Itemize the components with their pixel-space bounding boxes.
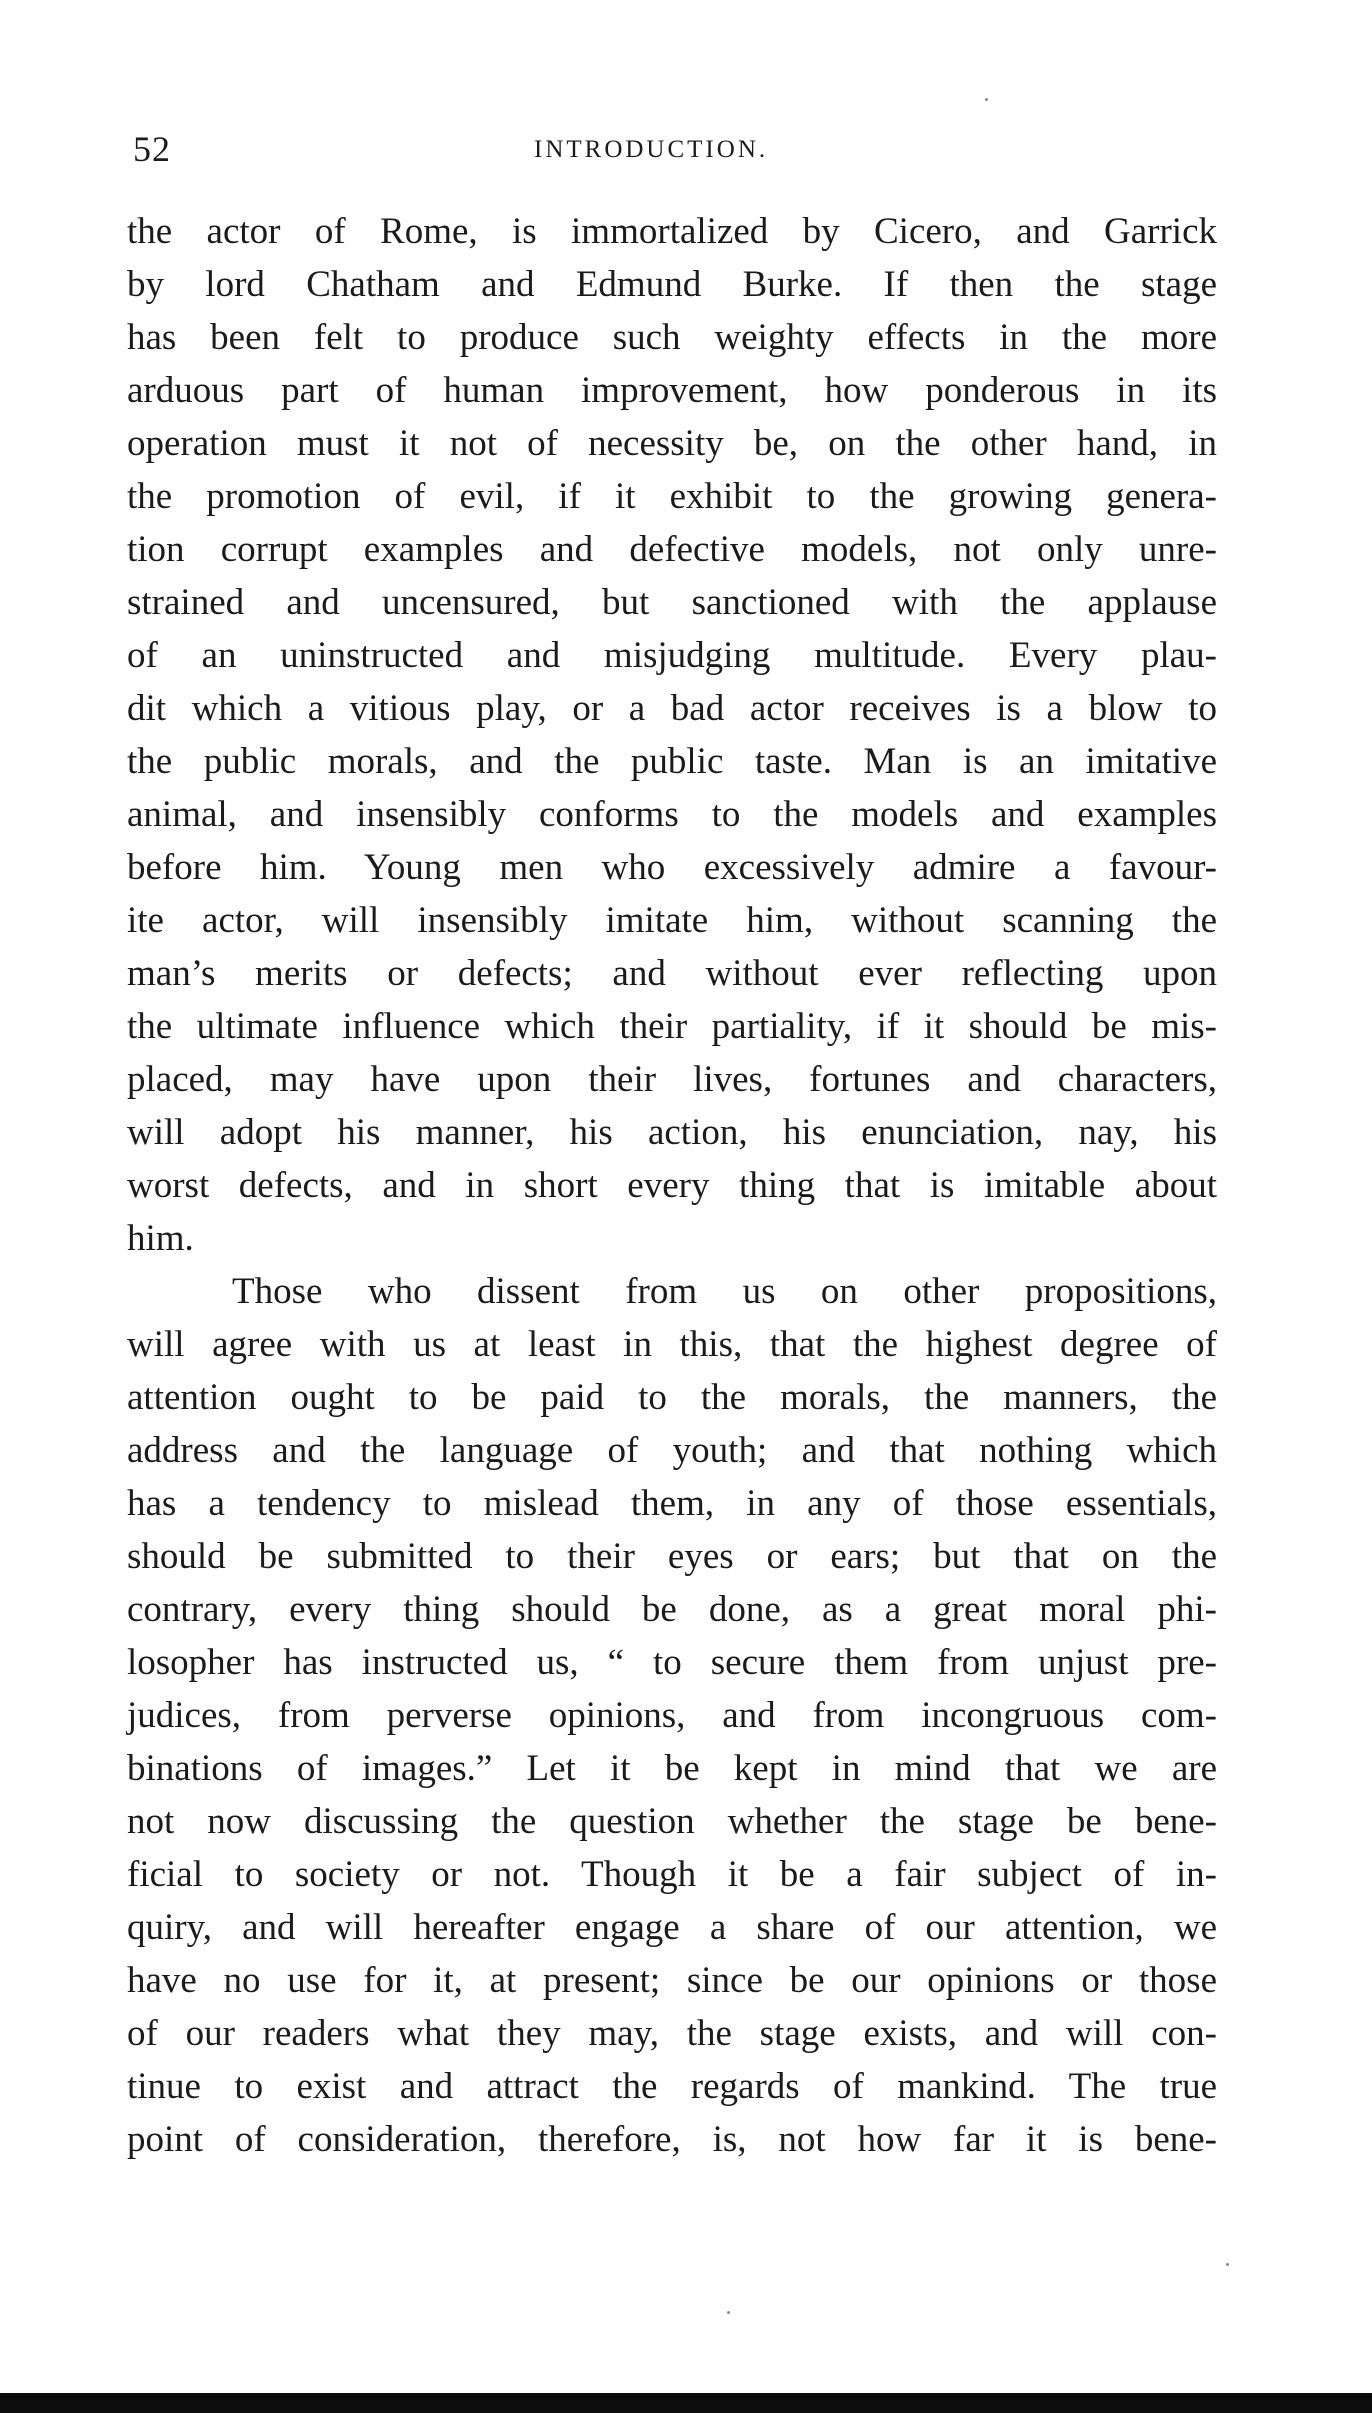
running-head: INTRODUCTION. [534,136,769,163]
paragraph-2 [127,1265,1217,2166]
text-line: before him. Young men who excessively admire a favour- [127,847,1217,888]
paper-speck [1226,2263,1229,2266]
text-line: strained and uncensured, but sanctioned with the applause [127,582,1217,623]
body-text [127,205,1217,2166]
page-number: 52 [133,129,171,169]
text-line: will agree with us at least in this, that the highest degree of [127,1324,1217,1365]
paragraph-1 [127,205,1217,1265]
text-line: arduous part of human improvement, how ponderous in its [127,370,1217,411]
text-line: tion corrupt examples and defective models, not only unre- [127,529,1217,570]
paper-speck [985,98,988,101]
text-line: should be submitted to their eyes or ears; but that on the [127,1536,1217,1577]
text-line: the public morals, and the public taste. Man is an imitative [127,741,1217,782]
text-line: will adopt his manner, his action, his enunciation, nay, his [127,1112,1217,1153]
text-line: the ultimate influence which their partiality, if it should be mis- [127,1006,1217,1047]
text-line: judices, from perverse opinions, and from incongruous com- [127,1695,1217,1736]
text-line: ite actor, will insensibly imitate him, without scanning the [127,900,1217,941]
text-line: placed, may have upon their lives, fortunes and characters, [127,1059,1217,1100]
text-line: animal, and insensibly conforms to the models and examples [127,794,1217,835]
text-line: has a tendency to mislead them, in any of those essentials, [127,1483,1217,1524]
text-line: binations of images.” Let it be kept in mind that we are [127,1748,1217,1789]
text-line: worst defects, and in short every thing that is imitable about [127,1165,1217,1206]
text-line: not now discussing the question whether the stage be bene- [127,1801,1217,1842]
text-line: operation must it not of necessity be, on the other hand, in [127,423,1217,464]
text-line: quiry, and will hereafter engage a share of our attention, we [127,1907,1217,1948]
text-line: Those who dissent from us on other propositions, [232,1271,1217,1312]
text-line: him. [127,1218,194,1259]
text-line: the actor of Rome, is immortalized by Cicero, and Garrick [127,211,1217,252]
text-line: ficial to society or not. Though it be a fair subject of in- [127,1854,1217,1895]
text-line: of an uninstructed and misjudging multitude. Every plau- [127,635,1217,676]
text-line: dit which a vitious play, or a bad actor receives is a blow to [127,688,1217,729]
text-line: contrary, every thing should be done, as a great moral phi- [127,1589,1217,1630]
text-line: tinue to exist and attract the regards of mankind. The true [127,2066,1217,2107]
paper-speck [727,2311,730,2314]
text-line: the promotion of evil, if it exhibit to the growing genera- [127,476,1217,517]
scan-edge [0,2393,1372,2413]
text-line: point of consideration, therefore, is, not how far it is bene- [127,2119,1217,2160]
text-line: by lord Chatham and Edmund Burke. If then the stage [127,264,1217,305]
text-line: attention ought to be paid to the morals, the manners, the [127,1377,1217,1418]
text-line: man’s merits or defects; and without ever reflecting upon [127,953,1217,994]
text-line: address and the language of youth; and that nothing which [127,1430,1217,1471]
text-line: has been felt to produce such weighty effects in the more [127,317,1217,358]
text-line: losopher has instructed us, “ to secure them from unjust pre- [127,1642,1217,1683]
text-line: of our readers what they may, the stage exists, and will con- [127,2013,1217,2054]
text-line: have no use for it, at present; since be our opinions or those [127,1960,1217,2001]
